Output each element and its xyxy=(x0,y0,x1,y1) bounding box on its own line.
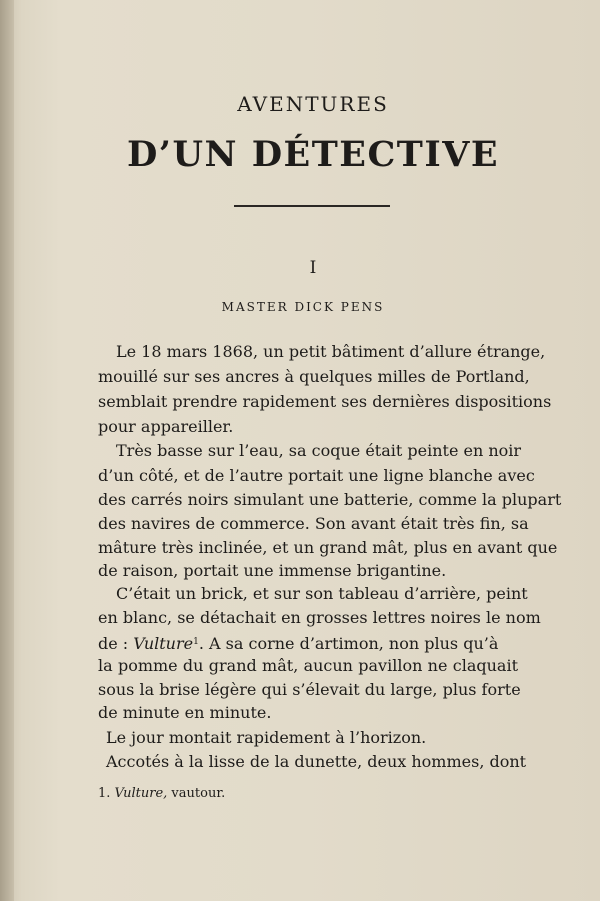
text-line-18: Accotés à la lisse de la dunette, deux hommes, dont xyxy=(106,752,527,771)
text-line-15: sous la brise légère qui s’élevait du large, plus forte xyxy=(98,680,521,699)
text-line-5: Très basse sur l’eau, sa coque était peinte en noir xyxy=(116,441,522,460)
text-line-6: d’un côté, et de l’autre portait une ligne blanche avec xyxy=(98,466,535,485)
text-line-17: Le jour montait rapidement à l’horizon. xyxy=(106,728,427,747)
text-line-3: semblait prendre rapidement ses dernières dispositions xyxy=(98,392,552,411)
text-line-13-rest: A sa corne d’artimon, non plus qu’à xyxy=(209,634,499,653)
footnote xyxy=(98,786,225,801)
footnote-translation: vautour. xyxy=(171,786,226,801)
book-title-main: D’UN DÉTECTIVE xyxy=(126,134,500,175)
text-line-16: de minute en minute. xyxy=(98,703,272,722)
text-line-11: C’était un brick, et sur son tableau d’arrière, peint xyxy=(116,584,528,603)
page-binding-edge xyxy=(0,0,14,901)
footnote-number: 1. xyxy=(98,786,111,801)
text-line-2: mouillé sur ses ancres à quelques milles de Portland, xyxy=(98,367,530,386)
text-line-4: pour appareiller. xyxy=(98,417,234,436)
chapter-number: I xyxy=(309,258,317,278)
footnote-mark: 1 xyxy=(193,637,199,647)
text-line-7: des carrés noirs simulant une batterie, comme la plupart xyxy=(98,490,562,509)
text-line-12: en blanc, se détachait en grosses lettres noires le nom xyxy=(98,608,541,627)
chapter-title: MASTER DICK PENS xyxy=(221,300,385,314)
book-title-top: AVENTURES xyxy=(237,92,389,116)
text-line-13 xyxy=(98,632,498,654)
text-line-9: mâture très inclinée, et un grand mât, plus en avant que xyxy=(98,538,558,557)
text-line-8: des navires de commerce. Son avant était très fin, sa xyxy=(98,514,529,533)
text-line-14: la pomme du grand mât, aucun pavillon ne claquait xyxy=(98,656,518,675)
text-line-13-prefix: de : xyxy=(98,634,134,653)
ship-name: Vulture xyxy=(133,634,194,653)
text-line-13-period: . xyxy=(198,634,209,653)
footnote-term: Vulture, xyxy=(114,786,168,801)
title-rule xyxy=(234,205,390,207)
text-line-1: Le 18 mars 1868, un petit bâtiment d’allure étrange, xyxy=(116,342,546,361)
text-line-10: de raison, portait une immense brigantine. xyxy=(98,561,447,580)
